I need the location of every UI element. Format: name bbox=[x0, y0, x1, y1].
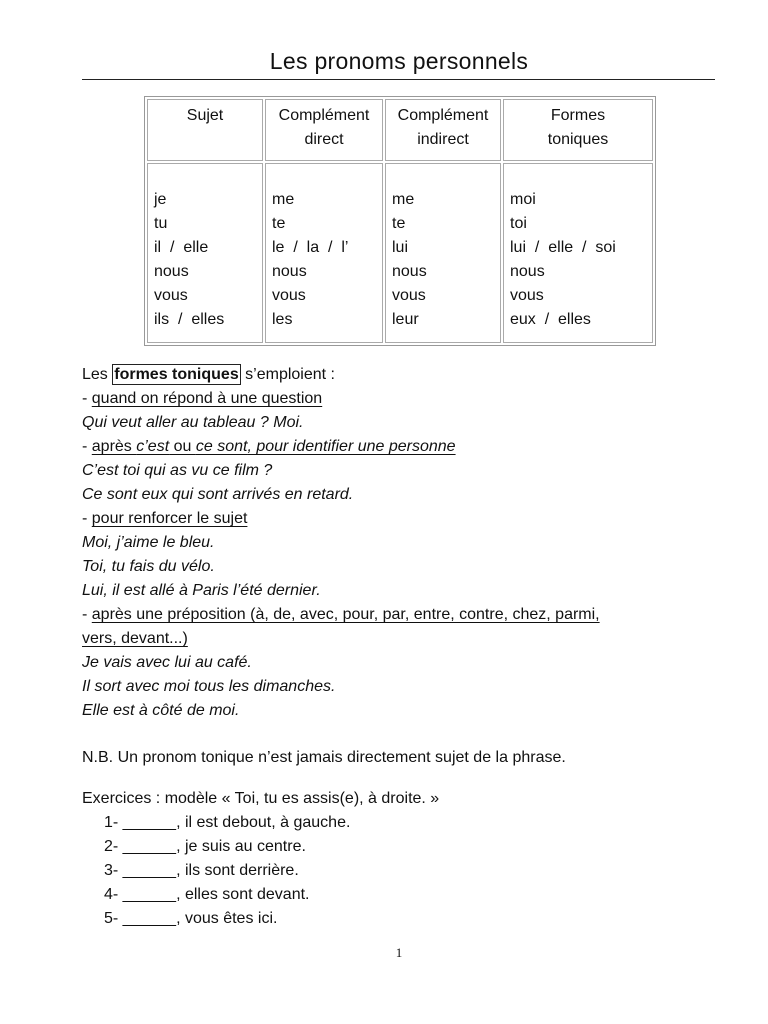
page-title: Les pronoms personnels bbox=[269, 48, 529, 74]
exercise-item: 3- ______, ils sont derrière. bbox=[104, 862, 299, 879]
example-line: Toi, tu fais du vélo. bbox=[82, 558, 215, 575]
example-line: Lui, il est allé à Paris l’été dernier. bbox=[82, 582, 321, 599]
table-row bbox=[147, 163, 653, 343]
intro-line: Les formes toniques s’emploient : bbox=[82, 366, 335, 383]
header-complement-indirect: Complément indirect bbox=[385, 99, 501, 161]
column-complement-indirect: me te lui nous vous leur bbox=[385, 163, 501, 343]
table-header-row bbox=[147, 99, 653, 161]
explanation-body bbox=[82, 363, 722, 723]
example-line: Ce sont eux qui sont arrivés en retard. bbox=[82, 486, 354, 503]
rule-1: - quand on répond à une question bbox=[82, 390, 323, 407]
exercise-item: 2- ______, je suis au centre. bbox=[104, 838, 306, 855]
rule-4: - après une préposition (à, de, avec, pour, par, entre, contre, chez, parmi, bbox=[82, 606, 600, 623]
header-formes-toniques: Formes toniques bbox=[503, 99, 653, 161]
pronoun-table bbox=[144, 96, 656, 346]
formes-toniques-box: formes toniques bbox=[114, 366, 239, 383]
example-line: Il sort avec moi tous les dimanches. bbox=[82, 678, 336, 695]
example-line: C’est toi qui as vu ce film ? bbox=[82, 462, 273, 479]
title-rule bbox=[82, 79, 715, 80]
exercises-section bbox=[82, 787, 439, 931]
exercise-item: 4- ______, elles sont devant. bbox=[104, 886, 310, 903]
example-line: Elle est à côté de moi. bbox=[82, 702, 240, 719]
rule-3: - pour renforcer le sujet bbox=[82, 510, 248, 527]
exercises-heading: Exercices : modèle « Toi, tu es assis(e), à droite. » bbox=[82, 790, 440, 807]
example-line: Moi, j’aime le bleu. bbox=[82, 534, 215, 551]
nota-bene: N.B. Un pronom tonique n’est jamais directement sujet de la phrase. bbox=[82, 749, 566, 766]
rule-2: - après c’est ou ce sont, pour identifier une personne bbox=[82, 438, 456, 455]
exercise-item: 5- ______, vous êtes ici. bbox=[104, 910, 278, 927]
page-number: 1 bbox=[395, 945, 403, 960]
example-line: Qui veut aller au tableau ? Moi. bbox=[82, 414, 304, 431]
column-formes-toniques: moi toi lui / elle / soi nous vous eux / elles bbox=[503, 163, 653, 343]
header-complement-direct: Complément direct bbox=[265, 99, 383, 161]
column-sujet: je tu il / elle nous vous ils / elles bbox=[147, 163, 263, 343]
column-complement-direct: me te le / la / l’ nous vous les bbox=[265, 163, 383, 343]
header-sujet: Sujet bbox=[147, 99, 263, 161]
exercise-item: 1- ______, il est debout, à gauche. bbox=[104, 814, 351, 831]
rule-4-continued: vers, devant...) bbox=[82, 630, 188, 647]
example-line: Je vais avec lui au café. bbox=[82, 654, 252, 671]
